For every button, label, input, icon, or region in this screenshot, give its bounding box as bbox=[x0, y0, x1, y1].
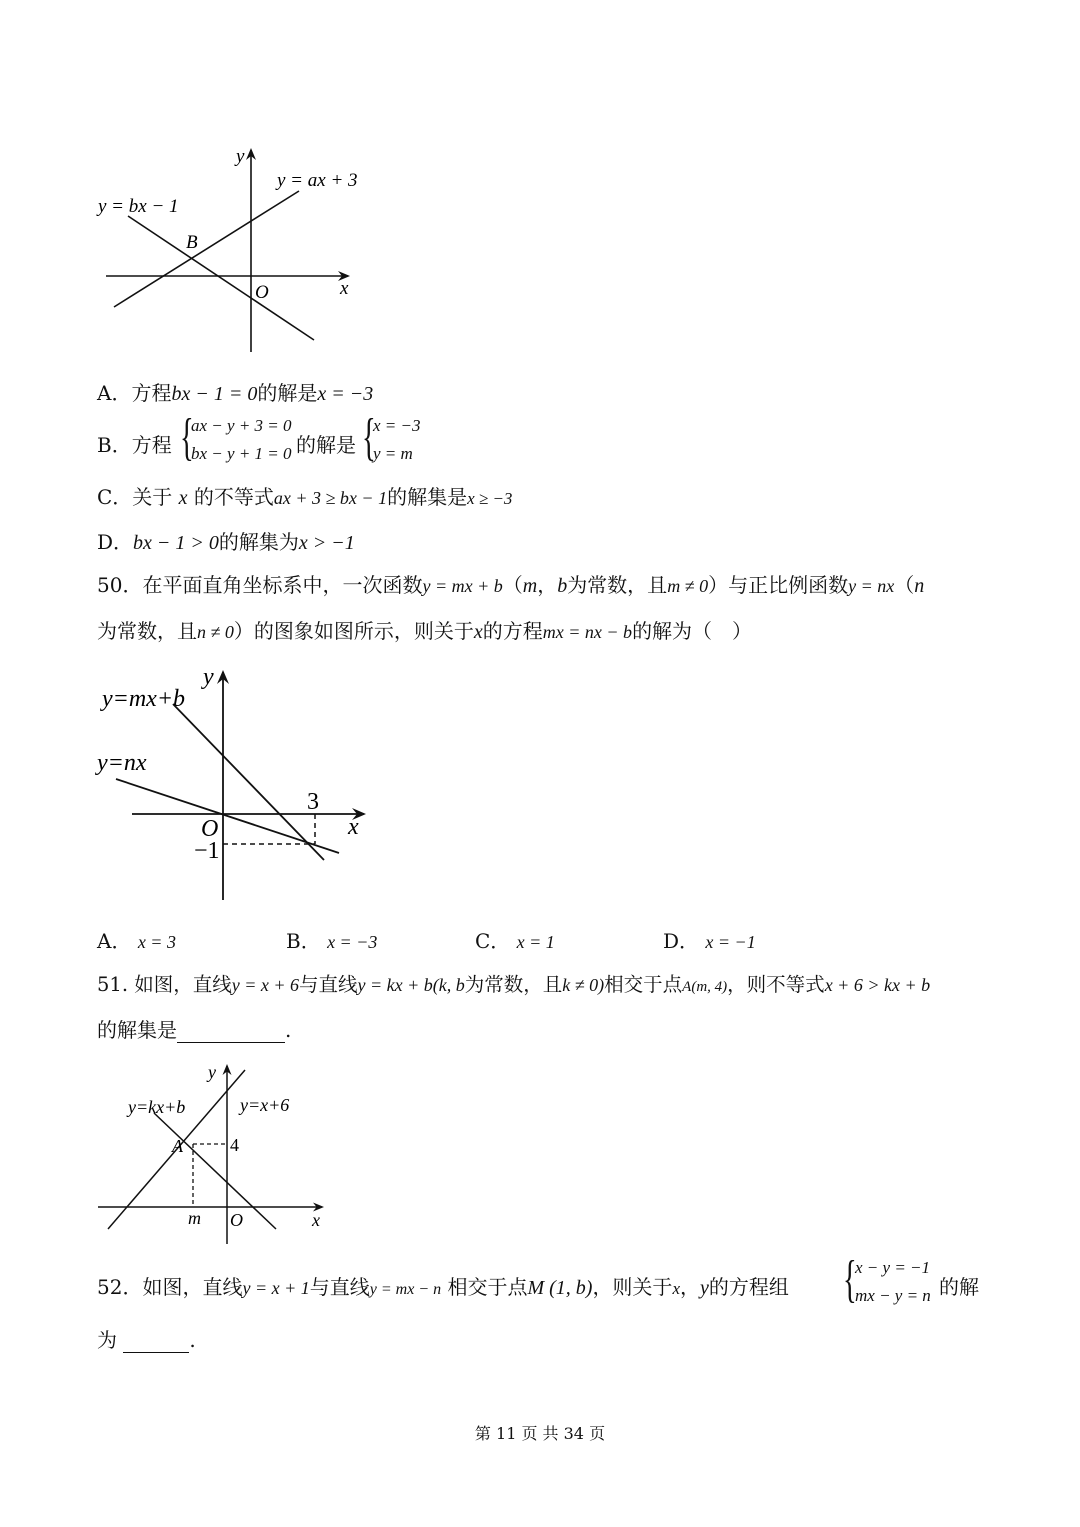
line-nx bbox=[116, 779, 339, 853]
point-m-label: m bbox=[188, 1208, 201, 1228]
q50-option-d: D． x = −1 bbox=[663, 929, 756, 953]
brace-left-icon: { bbox=[180, 409, 194, 466]
answer-blank[interactable] bbox=[177, 1022, 285, 1043]
line-bx-minus-1 bbox=[128, 216, 314, 340]
tick-x-3: 3 bbox=[307, 789, 319, 815]
origin-label: O bbox=[230, 1210, 243, 1230]
page-number: 第 11 页 共 34 页 bbox=[474, 1424, 606, 1443]
line-mx-plus-b-label: y=mx+b bbox=[102, 686, 186, 712]
origin-label: O bbox=[201, 816, 219, 842]
option-b-mid: 的解是 bbox=[296, 433, 356, 457]
q52-system: x − y = −1 mx − y = n bbox=[855, 1258, 931, 1305]
option-a: A．方程bx − 1 = 0的解是x = −3 bbox=[97, 381, 374, 405]
figure-q49-graph bbox=[90, 140, 380, 360]
option-b-prefix: B．方程 bbox=[97, 433, 172, 457]
q50-line2: 为常数，且n ≠ 0）的图象如图所示，则关于x的方程mx = nx − b的解为（ ） bbox=[97, 619, 753, 643]
line-mx-plus-b bbox=[173, 704, 324, 860]
line-kx-plus-b bbox=[154, 1113, 276, 1229]
line-a-label: y = ax + 3 bbox=[277, 170, 358, 191]
x-axis-label: x bbox=[312, 1210, 320, 1230]
brace-left-icon: { bbox=[843, 1251, 857, 1308]
option-b-solution: x = −3 y = m bbox=[373, 416, 421, 463]
q51-line1: 51. 如图，直线y = x + 6与直线y = kx + b(k, b为常数，且k ≠ 0)相交于点A(m, 4)，则不等式x + 6 > kx + b bbox=[97, 973, 931, 996]
y-axis-label: y bbox=[208, 1062, 216, 1082]
brace-left-icon: { bbox=[362, 409, 376, 466]
figure-q50-graph bbox=[90, 660, 390, 910]
option-c: C．关于 x 的不等式ax + 3 ≥ bx − 1的解集是x ≥ −3 bbox=[97, 485, 513, 509]
y-axis-label: y bbox=[236, 146, 245, 167]
x-axis-label: x bbox=[348, 814, 359, 840]
q52-line1: 52．如图，直线y = x + 1与直线y = mx − n 相交于点M (1, b)，则关于x，y的方程组 bbox=[97, 1275, 789, 1299]
origin-label: O bbox=[255, 282, 269, 303]
tick-y-minus-1: −1 bbox=[194, 838, 220, 864]
q52-line2: 为 . bbox=[97, 1328, 196, 1352]
line-kx-plus-b-label: y=kx+b bbox=[128, 1097, 186, 1117]
q50-option-a: A． x = 3 bbox=[97, 929, 176, 953]
y-axis-label: y bbox=[203, 664, 214, 690]
x-axis-label: x bbox=[340, 278, 349, 299]
q50-option-c: C． x = 1 bbox=[475, 929, 555, 953]
answer-blank[interactable] bbox=[123, 1332, 189, 1353]
point-a-label: A bbox=[172, 1136, 183, 1156]
line-x-plus-6-label: y=x+6 bbox=[240, 1095, 290, 1115]
q50-option-b: B． x = −3 bbox=[286, 929, 378, 953]
line-b-label: y = bx − 1 bbox=[98, 196, 179, 217]
line-nx-label: y=nx bbox=[97, 750, 147, 776]
q50-line1: 50．在平面直角坐标系中，一次函数y = mx + b（m，b为常数，且m ≠ 0）与正比例函数y = nx（n bbox=[97, 573, 925, 597]
q51-line2: 的解集是 . bbox=[97, 1018, 292, 1042]
q52-line1-end: 的解 bbox=[939, 1275, 979, 1299]
tick-4: 4 bbox=[230, 1135, 239, 1155]
point-b-label: B bbox=[186, 232, 198, 253]
figure-q51-graph bbox=[90, 1058, 340, 1253]
option-d: D．bx − 1 > 0的解集为x > −1 bbox=[97, 530, 355, 554]
option-b-system: ax − y + 3 = 0 bx − y + 1 = 0 bbox=[191, 416, 292, 463]
